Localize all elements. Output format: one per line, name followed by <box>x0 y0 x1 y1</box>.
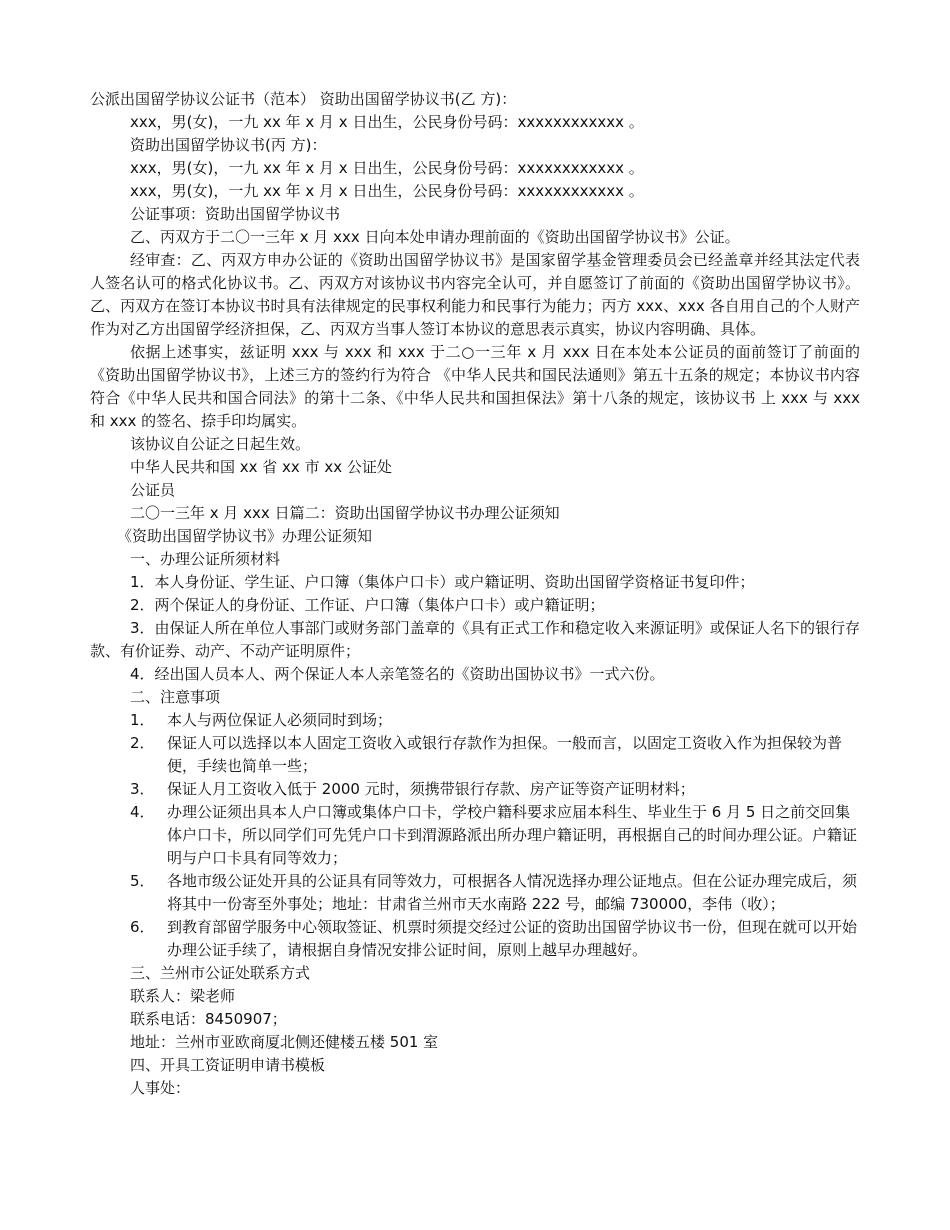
material-item-1: 1．本人身份证、学生证、户口簿（集体户口卡）或户籍证明、资助出国留学资格证书复印件； <box>130 573 755 591</box>
note-number: 6． <box>130 918 155 936</box>
contact-address: 地址：兰州市亚欧商厦北侧还健楼五楼 501 室 <box>130 1033 439 1051</box>
material-item-3: 3．由保证人所在单位人事部门或财务部门盖章的《具有正式工作和稳定收入来源证明》或保证人名下的银行存款、有价证券、动产、不动产证明原件； <box>90 619 860 660</box>
party-c-info-2: xxx，男(女)，一九 xx 年 x 月 x 日出生，公民身份号码：xxxxxxxxxxxx 。 <box>130 182 644 200</box>
notary-label: 公证员 <box>130 481 176 499</box>
note-item-4 <box>90 801 860 870</box>
note-number: 3． <box>130 780 155 798</box>
party-c-heading: 资助出国留学协议书(丙 方)： <box>130 136 327 154</box>
note-item-5 <box>90 870 860 916</box>
document-title-line: 公派出国留学协议公证书（范本） 资助出国留学协议书(乙 方)： <box>90 90 517 108</box>
note-number: 2． <box>130 734 155 752</box>
facts-paragraph: 依据上述事实，兹证明 xxx 与 xxx 和 xxx 于二○一三年 x 月 xxx 日在本处本公证员的面前签订了前面的《资助出国留学协议书》，上述三方的签约行为符合 《中华人民共和国民法通则》第五十五条的规定；本协议书内容符合《中华人民共和国合同法》的第十二条、《中华人民共和国担保法》第十八条的规定，该协议书 上 xxx 与 xxx 和 xxx 的签名、捺手印均属实。 <box>90 343 860 430</box>
notary-office: 中华人民共和国 xx 省 xx 市 xx 公证处 <box>130 458 392 476</box>
document-page <box>90 88 860 1100</box>
contact-person: 联系人：梁老师 <box>130 987 236 1005</box>
material-item-2: 2．两个保证人的身份证、工作证、户口簿（集体户口卡）或户籍证明； <box>130 596 605 614</box>
note-item-2 <box>90 732 860 778</box>
note-item-3 <box>90 778 860 801</box>
contact-phone: 联系电话：8450907； <box>130 1010 287 1028</box>
contact-heading: 三、兰州市公证处联系方式 <box>130 964 311 982</box>
notarial-matter: 公证事项：资助出国留学协议书 <box>130 205 341 223</box>
notice-title: 《资助出国留学协议书》办理公证须知 <box>117 527 373 545</box>
date-and-section-two-title: 二〇一三年 x 月 xxx 日篇二：资助出国留学协议书办理公证须知 <box>130 504 560 522</box>
note-item-6 <box>90 916 860 962</box>
effective-statement: 该协议自公证之日起生效。 <box>130 435 311 453</box>
party-b-info: xxx，男(女)，一九 xx 年 x 月 x 日出生，公民身份号码：xxxxxxxxxxxx 。 <box>130 113 644 131</box>
note-text: 办理公证须出具本人户口簿或集体户口卡，学校户籍科要求应届本科生、毕业生于 6 月 5 日之前交回集体户口卡，所以同学们可先凭户口卡到渭源路派出所办理户籍证明，再根据自己的时间办理公证。户籍证明与户口卡具有同等效力； <box>167 803 858 867</box>
template-heading: 四、开具工资证明申请书模板 <box>130 1056 326 1074</box>
party-c-info-1: xxx，男(女)，一九 xx 年 x 月 x 日出生，公民身份号码：xxxxxxxxxxxx 。 <box>130 159 644 177</box>
personnel-dept-label: 人事处： <box>130 1079 191 1097</box>
note-number: 1． <box>130 711 155 729</box>
note-text: 本人与两位保证人必须同时到场； <box>167 711 393 729</box>
note-number: 5． <box>130 872 155 890</box>
notes-heading: 二、注意事项 <box>130 688 221 706</box>
note-text: 到教育部留学服务中心领取签证、机票时须提交经过公证的资助出国留学协议书一份，但现在就可以开始办理公证手续了，请根据自身情况安排公证时间，原则上越早办理越好。 <box>167 918 858 959</box>
note-text: 各地市级公证处开具的公证具有同等效力，可根据各人情况选择办理公证地点。但在公证办理完成后，须将其中一份寄至外事处；地址：甘肃省兰州市天水南路 222 号，邮编 730000，李伟（收）； <box>167 872 858 913</box>
materials-heading: 一、办理公证所须材料 <box>130 550 281 568</box>
application-statement: 乙、丙双方于二〇一三年 x 月 xxx 日向本处申请办理前面的《资助出国留学协议书》公证。 <box>130 228 740 246</box>
review-paragraph: 经审查：乙、丙双方申办公证的《资助出国留学协议书》是国家留学基金管理委员会已经盖章并经其法定代表人签名认可的格式化协议书。乙、丙双方对该协议书内容完全认可，并自愿签订了前面的《资助出国留学协议书》。乙、丙双方在签订本协议书时具有法律规定的民事权利能力和民事行为能力；丙方 xxx、xxx 各自用自己的个人财产作为对乙方出国留学经济担保，乙、丙双方当事人签订本协议的意思表示真实，协议内容明确、具体。 <box>90 251 860 338</box>
note-text: 保证人月工资收入低于 2000 元时，须携带银行存款、房产证等资产证明材料； <box>167 780 695 798</box>
material-item-4: 4．经出国人员本人、两个保证人本人亲笔签名的《资助出国协议书》一式六份。 <box>130 665 665 683</box>
note-item-1 <box>90 709 860 732</box>
note-text: 保证人可以选择以本人固定工资收入或银行存款作为担保。一般而言，以固定工资收入作为担保较为普便，手续也简单一些； <box>167 734 843 775</box>
note-number: 4． <box>130 803 155 821</box>
